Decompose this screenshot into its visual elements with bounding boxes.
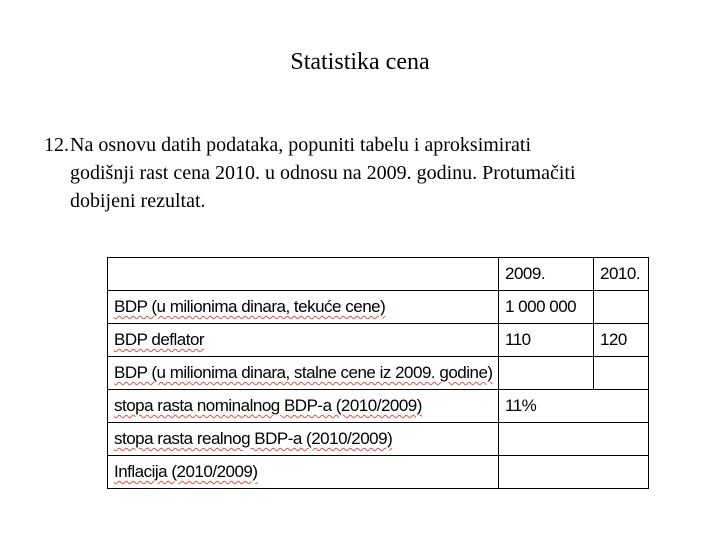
task-number: 12. xyxy=(44,134,69,156)
row-value-2009: 1 000 000 xyxy=(499,291,594,324)
row-label-text: stopa rasta realnog BDP-a (2010/2009) xyxy=(114,429,393,448)
table-row xyxy=(108,423,649,456)
task-line-2: godišnji rast cena 2010. u odnosu na 2009. godinu. Protumačiti xyxy=(70,162,576,184)
row-label-text: BDP (u milionima dinara, tekuće cene) xyxy=(114,297,386,316)
row-value-merged xyxy=(499,423,649,456)
row-label-text: stopa rasta nominalnog BDP-a (2010/2009) xyxy=(114,396,422,415)
table-row xyxy=(108,456,649,489)
row-value-merged: 11% xyxy=(499,390,649,423)
table-row xyxy=(108,324,649,357)
row-label-text: BDP deflator xyxy=(114,330,205,349)
row-label-text: BDP (u milionima dinara, stalne cene iz 2009. godine) xyxy=(114,363,493,382)
row-value-2009: 110 xyxy=(499,324,594,357)
slide-title: Statistika cena xyxy=(290,49,430,75)
row-label xyxy=(108,291,499,324)
task-text xyxy=(44,131,672,215)
row-label xyxy=(108,423,499,456)
row-label xyxy=(108,324,499,357)
header-2010-cell: 2010. xyxy=(594,258,649,291)
row-value-merged xyxy=(499,456,649,489)
table-row xyxy=(108,291,649,324)
task-line-3: dobijeni rezultat. xyxy=(70,190,206,212)
row-value-2010 xyxy=(594,291,649,324)
row-label xyxy=(108,456,499,489)
table-header-row xyxy=(108,258,649,291)
row-label xyxy=(108,357,499,390)
header-2009-cell: 2009. xyxy=(499,258,594,291)
row-value-2010: 120 xyxy=(594,324,649,357)
table-row xyxy=(108,357,649,390)
header-label-cell xyxy=(108,258,499,291)
row-value-2009 xyxy=(499,357,594,390)
row-value-2010 xyxy=(594,357,649,390)
row-label-text: Inflacija (2010/2009) xyxy=(114,462,258,481)
data-table xyxy=(107,257,649,489)
row-label xyxy=(108,390,499,423)
table-row xyxy=(108,390,649,423)
task-line-1: Na osnovu datih podataka, popuniti tabelu i aproksimirati xyxy=(70,134,532,156)
